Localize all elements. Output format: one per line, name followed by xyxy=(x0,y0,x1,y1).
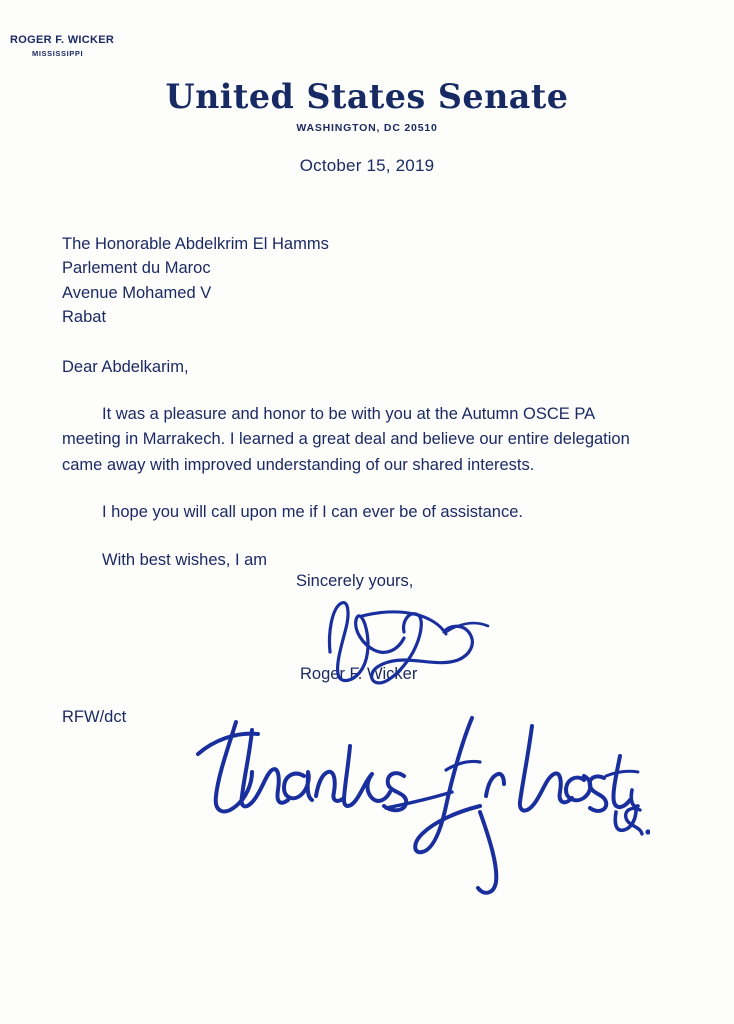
typist-initials: RFW/dct xyxy=(62,708,127,726)
signature-name: Roger F. Wicker xyxy=(300,665,418,683)
recipient-line-4: Rabat xyxy=(62,307,107,326)
letter-date: October 15, 2019 xyxy=(299,155,435,175)
handwritten-signature-icon xyxy=(318,588,508,703)
handwritten-note-icon xyxy=(180,700,650,905)
recipient-line-3: Avenue Mohamed V xyxy=(62,283,212,302)
closing-line: Sincerely yours, xyxy=(296,572,414,590)
recipient-address-block xyxy=(62,232,674,329)
masthead xyxy=(0,77,734,176)
recipient-line-2: Parlement du Maroc xyxy=(62,259,211,278)
recipient-line-1: The Honorable Abdelkrim El Hamms xyxy=(62,235,329,253)
senate-title: United States Senate xyxy=(165,77,569,117)
senate-address: WASHINGTON, DC 20510 xyxy=(296,121,438,134)
paragraph-1: It was a pleasure and honor to be with you at the Autumn OSCE PA meeting in Marrakech. I learned a great deal and believe our entire delegation came away with improved understanding of our shared interests. xyxy=(62,404,630,474)
letter-body xyxy=(62,232,674,590)
salutation: Dear Abdelkarim, xyxy=(62,358,189,376)
senator-name: ROGER F. WICKER xyxy=(10,34,115,46)
letterhead xyxy=(10,34,220,58)
paragraph-3: With best wishes, I am xyxy=(102,551,268,569)
senator-state: MISSISSIPPI xyxy=(32,49,84,58)
paragraph-2: I hope you will call upon me if I can ever be of assistance. xyxy=(102,503,523,522)
